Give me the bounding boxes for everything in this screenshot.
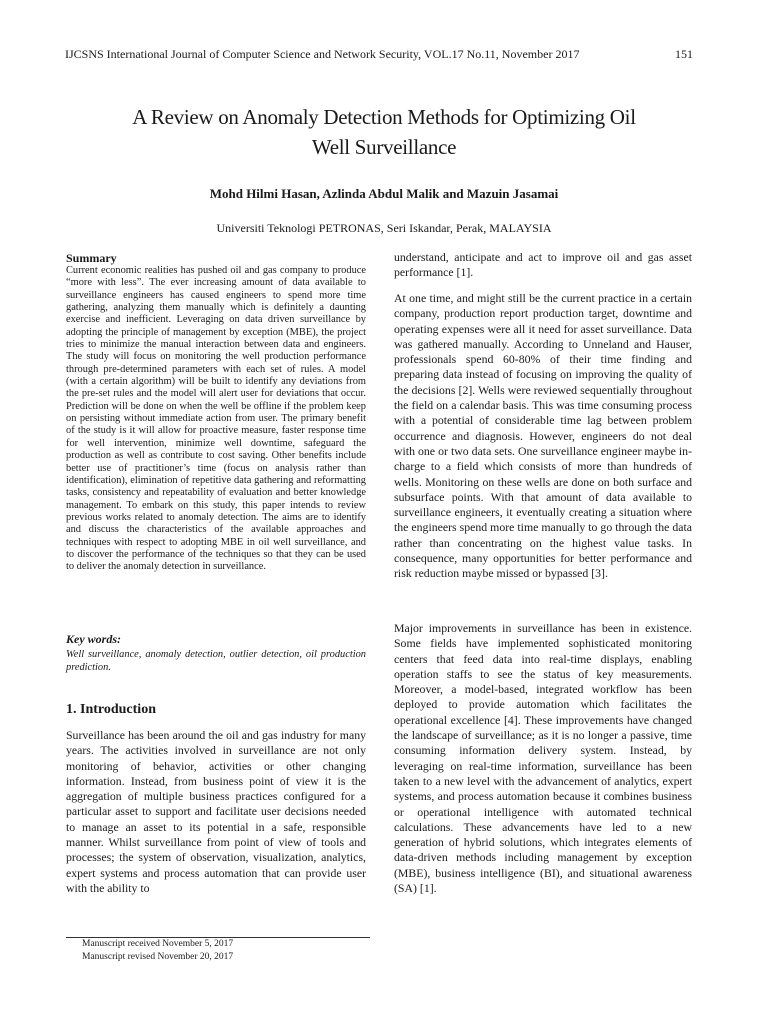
footnote-revised: Manuscript revised November 20, 2017 <box>82 952 234 962</box>
footnote-rule <box>66 937 370 938</box>
keywords-heading: Key words: <box>66 632 121 646</box>
author-list: Mohd Hilmi Hasan, Azlinda Abdul Malik and Mazuin Jasamai <box>209 186 559 201</box>
affiliation: Universiti Teknologi PETRONAS, Seri Iskandar, Perak, MALAYSIA <box>216 221 552 235</box>
title-line-2: Well Surveillance <box>311 135 457 159</box>
running-header <box>65 47 693 62</box>
summary-text: Current economic realities has pushed oil and gas company to produce “more with less”. The ever increasing amount of data available to surveillance engineers has caused engineers to spend more time gathering, analyzing them manually which is definitely a daunting exercise and inefficient. Leveraging on data driven surveillance by adopting the principle of management by exception (MBE), the project tries to minimize the manual interaction between data and engineers. The study will focus on monitoring the well production performance through pre-determined parameters with each set of rules. A model (with a certain algorithm) will be built to identify any deviations from the pre-set rules and the model will alert user for deviations that occur. Prediction will be done on when the well be offline if the problem keep on persisting without immediate action from user. The primary benefit of the study is it will allow for proactive measure, faster response time for well intervention, minimize well downtime, safeguard the production as well as contribute to cost saving. Other benefits include better use of practitioner’s time (focus on analysis rather than identification), elimination of repetitive data gathering and reformatting tasks, consistency and repeatability of evaluation and better knowledge management. To embark on this study, this paper intends to review previous works related to anomaly detection. The aims are to identify and discuss the characteristics of the available approaches and techniques with respect to adopting MBE in oil well surveillance, and to discover the performance of the techniques so that they can be used to deliver the anomaly detection in surveillance. <box>66 265 366 573</box>
right-paragraph-1: understand, anticipate and act to improve oil and gas asset performance [1]. <box>394 250 692 280</box>
right-paragraph-2: At one time, and might still be the current practice in a certain company, production report production target, downtime and operating expenses were all it need for asset surveillance. Data was gathered manually. According to Unneland and Hauser, professionals spend 60-80% of their time finding and preparing data instead of focusing on improving the quality of the decisions [2]. Wells were reviewed sequentially throughout the field on a calendar basis. This was time consuming process with a potential of considerable time lag between problem occurrence and diagnosis. However, engineers do not deal with one or two data sets. One surveillance engineer maybe in-charge to a field which consists of more than hundreds of wells. Monitoring on these wells are done on both surface and subsurface points. With that amount of data available to surveillance engineers, it eventually creating a situation where the engineers spend more time manually to go through the data rather than concentrating on the highest value tasks. In consequence, many opportunities for better performance and risk reduction maybe missed or bypassed [3]. <box>394 291 692 581</box>
journal-name: IJCSNS International Journal of Computer Science and Network Security, VOL.17 No.11, November 2017 <box>65 47 580 61</box>
paper-title <box>40 102 728 162</box>
footnote-received: Manuscript received November 5, 2017 <box>82 939 234 949</box>
introduction-text: Surveillance has been around the oil and gas industry for many years. The activities involved in surveillance are not only monitoring of behavior, activities or other changing information. Instead, from business point of view it is the aggregation of multiple business practices configured for a particular asset to support and facilitate user decisions needed to manage an asset to its potential in a safe, responsible manner. Whilst surveillance from point of view of tools and processes; the system of observation, visualization, analytics, expert systems and process automation that can provide user with the ability to <box>66 728 366 895</box>
section-heading-introduction: 1. Introduction <box>66 702 156 717</box>
page-number: 151 <box>675 47 693 61</box>
summary-heading: Summary <box>66 251 117 265</box>
keywords-text: Well surveillance, anomaly detection, outlier detection, oil production prediction. <box>66 649 366 673</box>
right-paragraph-3: Major improvements in surveillance has been in existence. Some fields have implemented sophisticated monitoring centers that feed data into real-time displays, enabling operation staffs to see the status of key measurements. Moreover, a model-based, integrated workflow has been deployed to provide automation which facilitates the operational excellence [4]. These improvements have changed the landscape of surveillance; as it is no longer a passive, time consuming information delivery system. Instead, by leveraging on real-time information, surveillance has been taken to a new level with the advancement of analytics, expert systems, and process automation because it combines business or operational intelligence with automated technical calculations. These advancements have led to a new generation of hybrid solutions, which integrates elements of data-driven methods including management by exception (MBE), business intelligence (BI), and situational awareness (SA) [1]. <box>394 621 692 896</box>
title-line-1: A Review on Anomaly Detection Methods for Optimizing Oil <box>132 105 636 129</box>
